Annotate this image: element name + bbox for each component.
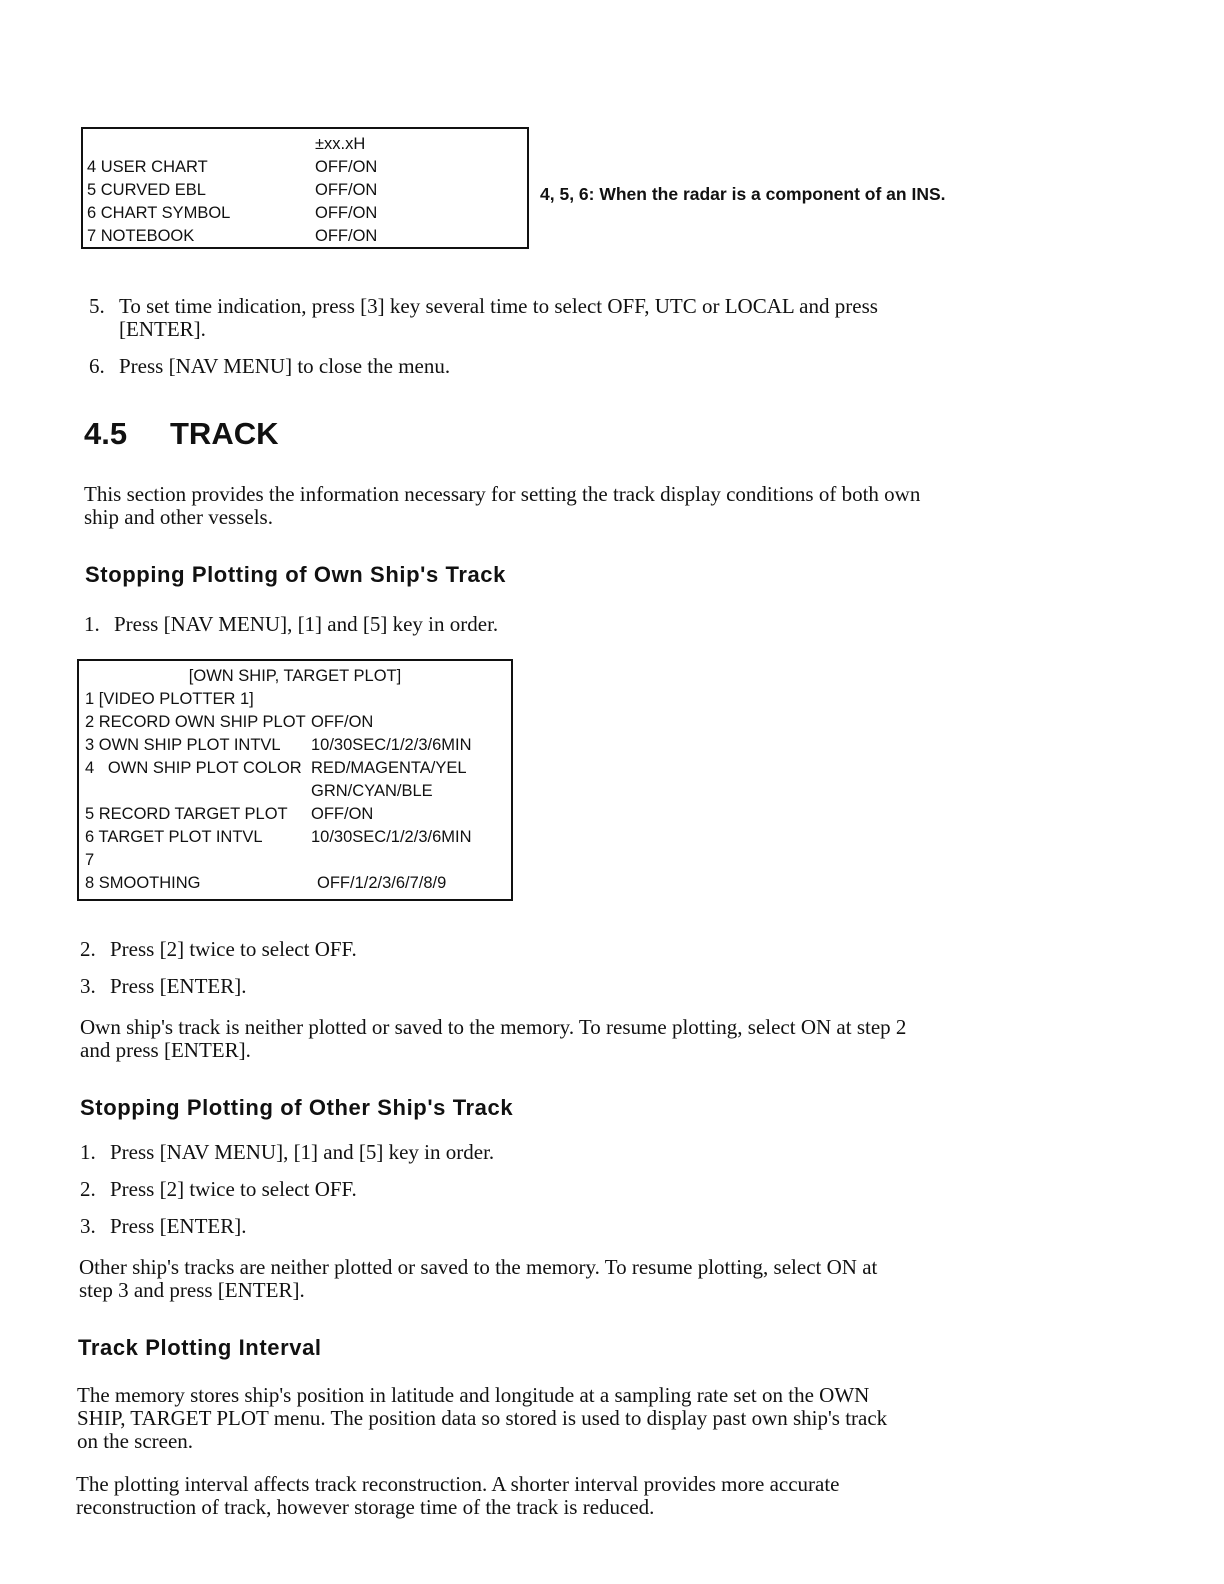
menu-row bbox=[87, 202, 521, 224]
menu-value: 10/30SEC/1/2/3/6MIN bbox=[311, 828, 472, 846]
own-track-result-line: Own ship's track is neither plotted or saved to the memory. To resume plotting, select ON at step 2 bbox=[80, 1015, 907, 1039]
menu-item: 1 [VIDEO PLOTTER 1] bbox=[85, 690, 254, 708]
menu-row bbox=[87, 133, 521, 155]
menu-box-chart-options bbox=[81, 127, 529, 249]
step-text-line: Press [NAV MENU], [1] and [5] key in order. bbox=[110, 1140, 495, 1164]
own-track-step-3 bbox=[80, 974, 880, 1000]
menu-value: OFF/ON bbox=[315, 158, 378, 176]
step-number: 1. bbox=[80, 1140, 96, 1164]
ins-note: 4, 5, 6: When the radar is a component of an INS. bbox=[540, 184, 946, 204]
section-title: TRACK bbox=[170, 416, 279, 451]
menu-row bbox=[87, 225, 521, 247]
other-track-step-2 bbox=[80, 1177, 880, 1203]
menu-value: OFF/ON bbox=[315, 227, 378, 245]
menu-item: 8 SMOOTHING bbox=[85, 874, 201, 892]
step-6 bbox=[89, 354, 1089, 380]
menu-row bbox=[85, 849, 505, 871]
interval-para1-line: The memory stores ship's position in latitude and longitude at a sampling rate set on the OWN bbox=[77, 1383, 870, 1407]
other-track-step-1 bbox=[80, 1140, 880, 1166]
interval-para1-line: on the screen. bbox=[77, 1429, 194, 1453]
menu-title: [OWN SHIP, TARGET PLOT] bbox=[188, 667, 402, 685]
interval-para1-line: SHIP, TARGET PLOT menu. The position data so stored is used to display past own ship's track bbox=[77, 1406, 888, 1430]
section-intro-line: This section provides the information necessary for setting the track display conditions of both own bbox=[84, 482, 921, 506]
menu-item: 5 CURVED EBL bbox=[87, 181, 206, 199]
own-track-step-2 bbox=[80, 937, 880, 963]
step-text-line: To set time indication, press [3] key several time to select OFF, UTC or LOCAL and press bbox=[119, 294, 878, 318]
section-heading bbox=[84, 416, 279, 452]
section-number: 4.5 bbox=[84, 416, 128, 451]
menu-value: GRN/CYAN/BLE bbox=[311, 782, 433, 800]
other-track-result-line: Other ship's tracks are neither plotted or saved to the memory. To resume plotting, select ON at bbox=[79, 1255, 878, 1279]
step-number: 5. bbox=[89, 294, 105, 318]
step-number: 2. bbox=[80, 937, 96, 961]
menu-row bbox=[85, 757, 505, 779]
step-number: 2. bbox=[80, 1177, 96, 1201]
step-text-line: Press [ENTER]. bbox=[110, 974, 247, 998]
menu-row bbox=[85, 872, 505, 894]
interval-para2-line: The plotting interval affects track reconstruction. A shorter interval provides more accurate bbox=[76, 1472, 840, 1496]
menu-row bbox=[85, 826, 505, 848]
step-text-line: Press [2] twice to select OFF. bbox=[110, 1177, 357, 1201]
section-intro-line: ship and other vessels. bbox=[84, 505, 273, 529]
step-text-line: [ENTER]. bbox=[119, 317, 206, 341]
other-track-result-line: step 3 and press [ENTER]. bbox=[79, 1278, 305, 1302]
own-track-heading: Stopping Plotting of Own Ship's Track bbox=[85, 562, 506, 587]
menu-row bbox=[85, 711, 505, 733]
own-track-step-1 bbox=[84, 612, 884, 638]
menu-row bbox=[85, 734, 505, 756]
menu-value: OFF/ON bbox=[315, 181, 378, 199]
step-text-line: Press [2] twice to select OFF. bbox=[110, 937, 357, 961]
menu-item: 3 OWN SHIP PLOT INTVL bbox=[85, 736, 281, 754]
menu-item: 6 TARGET PLOT INTVL bbox=[85, 828, 263, 846]
menu-row bbox=[87, 156, 521, 178]
menu-row bbox=[85, 803, 505, 825]
interval-para2-line: reconstruction of track, however storage time of the track is reduced. bbox=[76, 1495, 655, 1519]
menu-value: ±xx.xH bbox=[315, 135, 366, 153]
menu-value: OFF/ON bbox=[311, 805, 374, 823]
step-number: 6. bbox=[89, 354, 105, 378]
menu-item: 4 OWN SHIP PLOT COLOR bbox=[85, 759, 302, 777]
menu-row bbox=[85, 688, 505, 710]
step-number: 3. bbox=[80, 974, 96, 998]
other-track-step-3 bbox=[80, 1214, 880, 1240]
menu-item: 5 RECORD TARGET PLOT bbox=[85, 805, 288, 823]
menu-box-own-ship-target-plot bbox=[77, 659, 513, 901]
step-number: 1. bbox=[84, 612, 100, 636]
menu-row bbox=[87, 179, 521, 201]
menu-row bbox=[85, 780, 505, 802]
step-text-line: Press [ENTER]. bbox=[110, 1214, 247, 1238]
menu-item: 7 bbox=[85, 851, 95, 869]
step-5 bbox=[89, 294, 1089, 344]
menu-value: 10/30SEC/1/2/3/6MIN bbox=[311, 736, 472, 754]
menu-value: OFF/1/2/3/6/7/8/9 bbox=[317, 874, 447, 892]
interval-heading: Track Plotting Interval bbox=[78, 1335, 322, 1360]
step-text-line: Press [NAV MENU], [1] and [5] key in order. bbox=[114, 612, 499, 636]
menu-value: OFF/ON bbox=[315, 204, 378, 222]
menu-item: 4 USER CHART bbox=[87, 158, 208, 176]
menu-value: RED/MAGENTA/YEL bbox=[311, 759, 467, 777]
menu-item: 7 NOTEBOOK bbox=[87, 227, 195, 245]
menu-item: 6 CHART SYMBOL bbox=[87, 204, 231, 222]
menu-value: OFF/ON bbox=[311, 713, 374, 731]
other-track-heading: Stopping Plotting of Other Ship's Track bbox=[80, 1095, 514, 1120]
own-track-result-line: and press [ENTER]. bbox=[80, 1038, 251, 1062]
menu-item: 2 RECORD OWN SHIP PLOT bbox=[85, 713, 306, 731]
step-number: 3. bbox=[80, 1214, 96, 1238]
step-text-line: Press [NAV MENU] to close the menu. bbox=[119, 354, 451, 378]
